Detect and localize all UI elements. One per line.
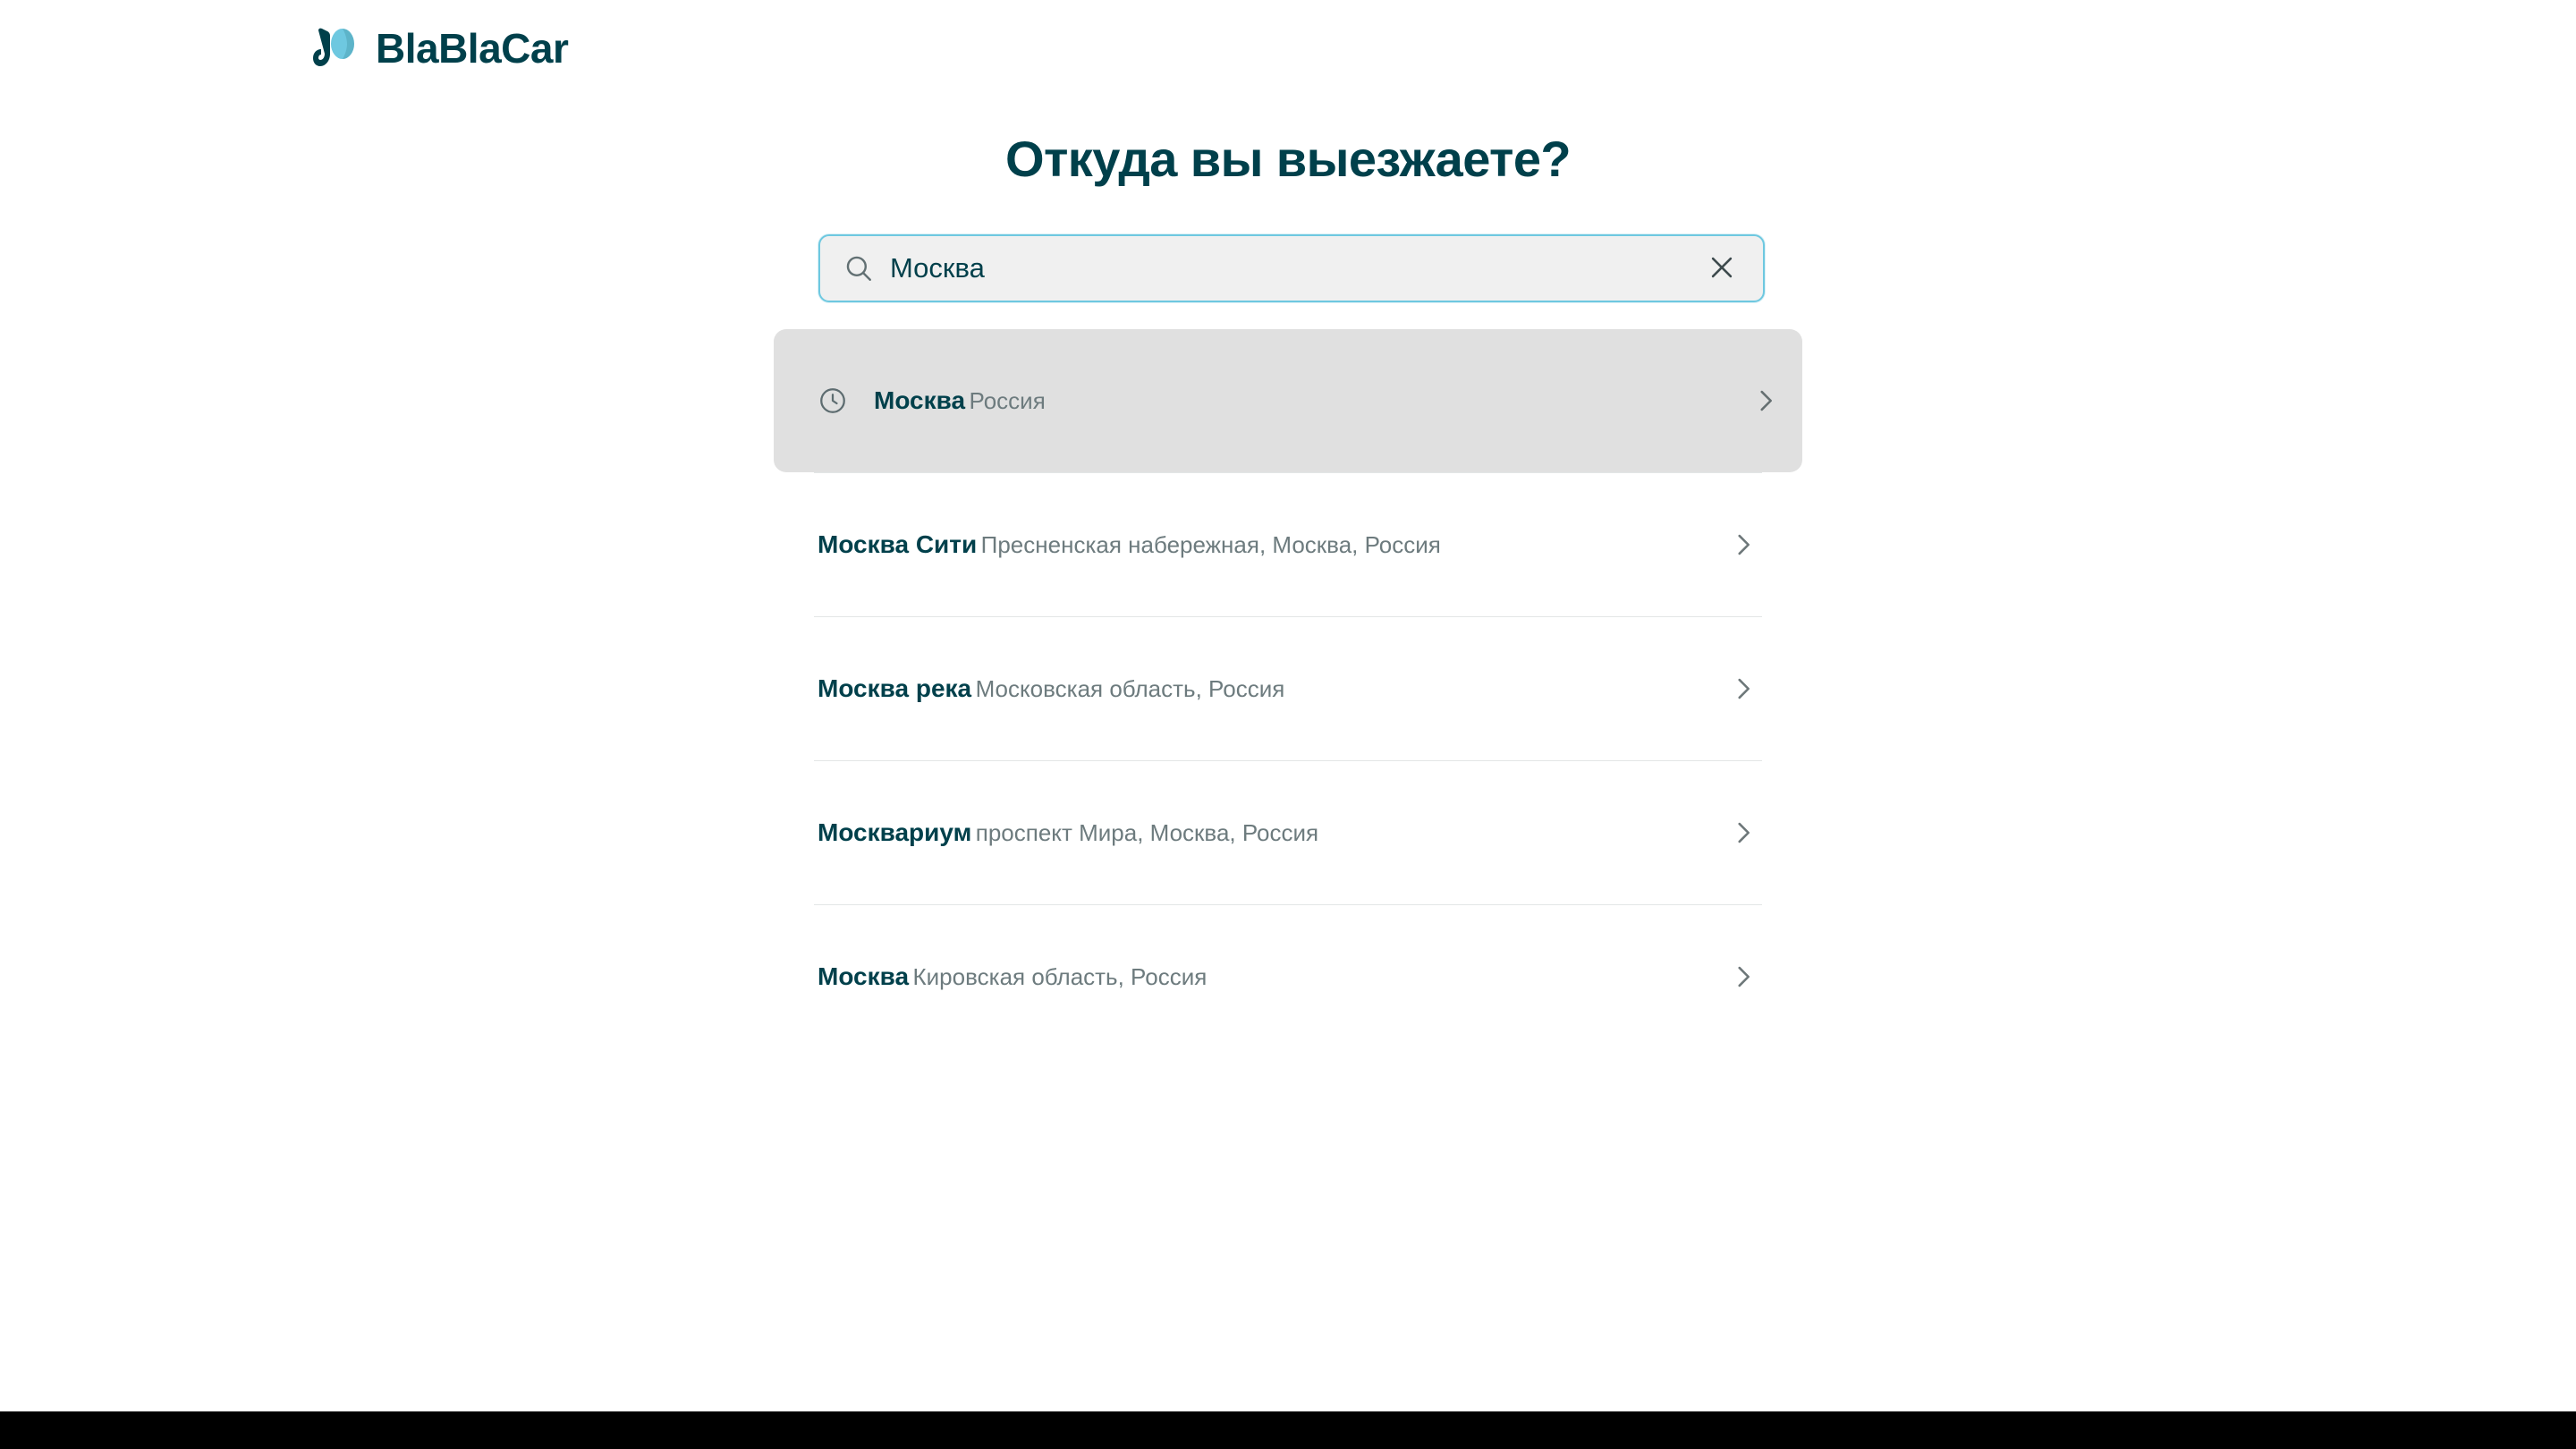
suggestion-subtitle: Пресненская набережная, Москва, Россия (980, 531, 1441, 559)
chevron-right-icon (1728, 962, 1758, 992)
suggestion-title: Москвариум (818, 818, 972, 847)
chevron-right-icon (1750, 386, 1781, 416)
suggestion-title: Москва Сити (818, 530, 978, 559)
site-header (313, 27, 568, 70)
suggestion-item[interactable] (796, 905, 1780, 1048)
suggestion-subtitle: Россия (969, 387, 1046, 415)
chevron-right-icon (1728, 674, 1758, 704)
search-input[interactable] (890, 252, 1704, 284)
chevron-right-icon (1728, 818, 1758, 848)
brand-name: BlaBlaCar (376, 25, 569, 72)
clock-icon (815, 383, 851, 419)
close-icon (1707, 252, 1737, 285)
page-title: Откуда вы выезжаете? (1004, 131, 1572, 187)
suggestion-texts (818, 528, 1710, 562)
suggestion-title: Москва (818, 962, 910, 991)
suggestion-item[interactable] (796, 761, 1780, 904)
suggestion-subtitle: проспект Мира, Москва, Россия (975, 819, 1319, 847)
suggestion-list (0, 329, 2576, 1048)
clear-search-button[interactable] (1704, 250, 1740, 286)
suggestion-texts (874, 384, 1733, 418)
suggestion-texts (818, 816, 1710, 850)
suggestion-title: Москва (874, 386, 966, 415)
suggestion-subtitle: Московская область, Россия (975, 675, 1285, 703)
browser-bottom-bar (0, 1411, 2576, 1449)
suggestion-subtitle: Кировская область, Россия (912, 963, 1208, 991)
blablacar-logo-icon[interactable] (313, 27, 363, 70)
suggestion-item[interactable] (774, 329, 1802, 472)
suggestion-texts (818, 672, 1710, 706)
search-field[interactable] (818, 234, 1765, 302)
search-icon (843, 253, 874, 284)
chevron-right-icon (1728, 530, 1758, 560)
suggestion-title: Москва река (818, 674, 972, 703)
suggestion-item[interactable] (796, 473, 1780, 616)
suggestion-texts (818, 960, 1710, 994)
suggestion-item[interactable] (796, 617, 1780, 760)
